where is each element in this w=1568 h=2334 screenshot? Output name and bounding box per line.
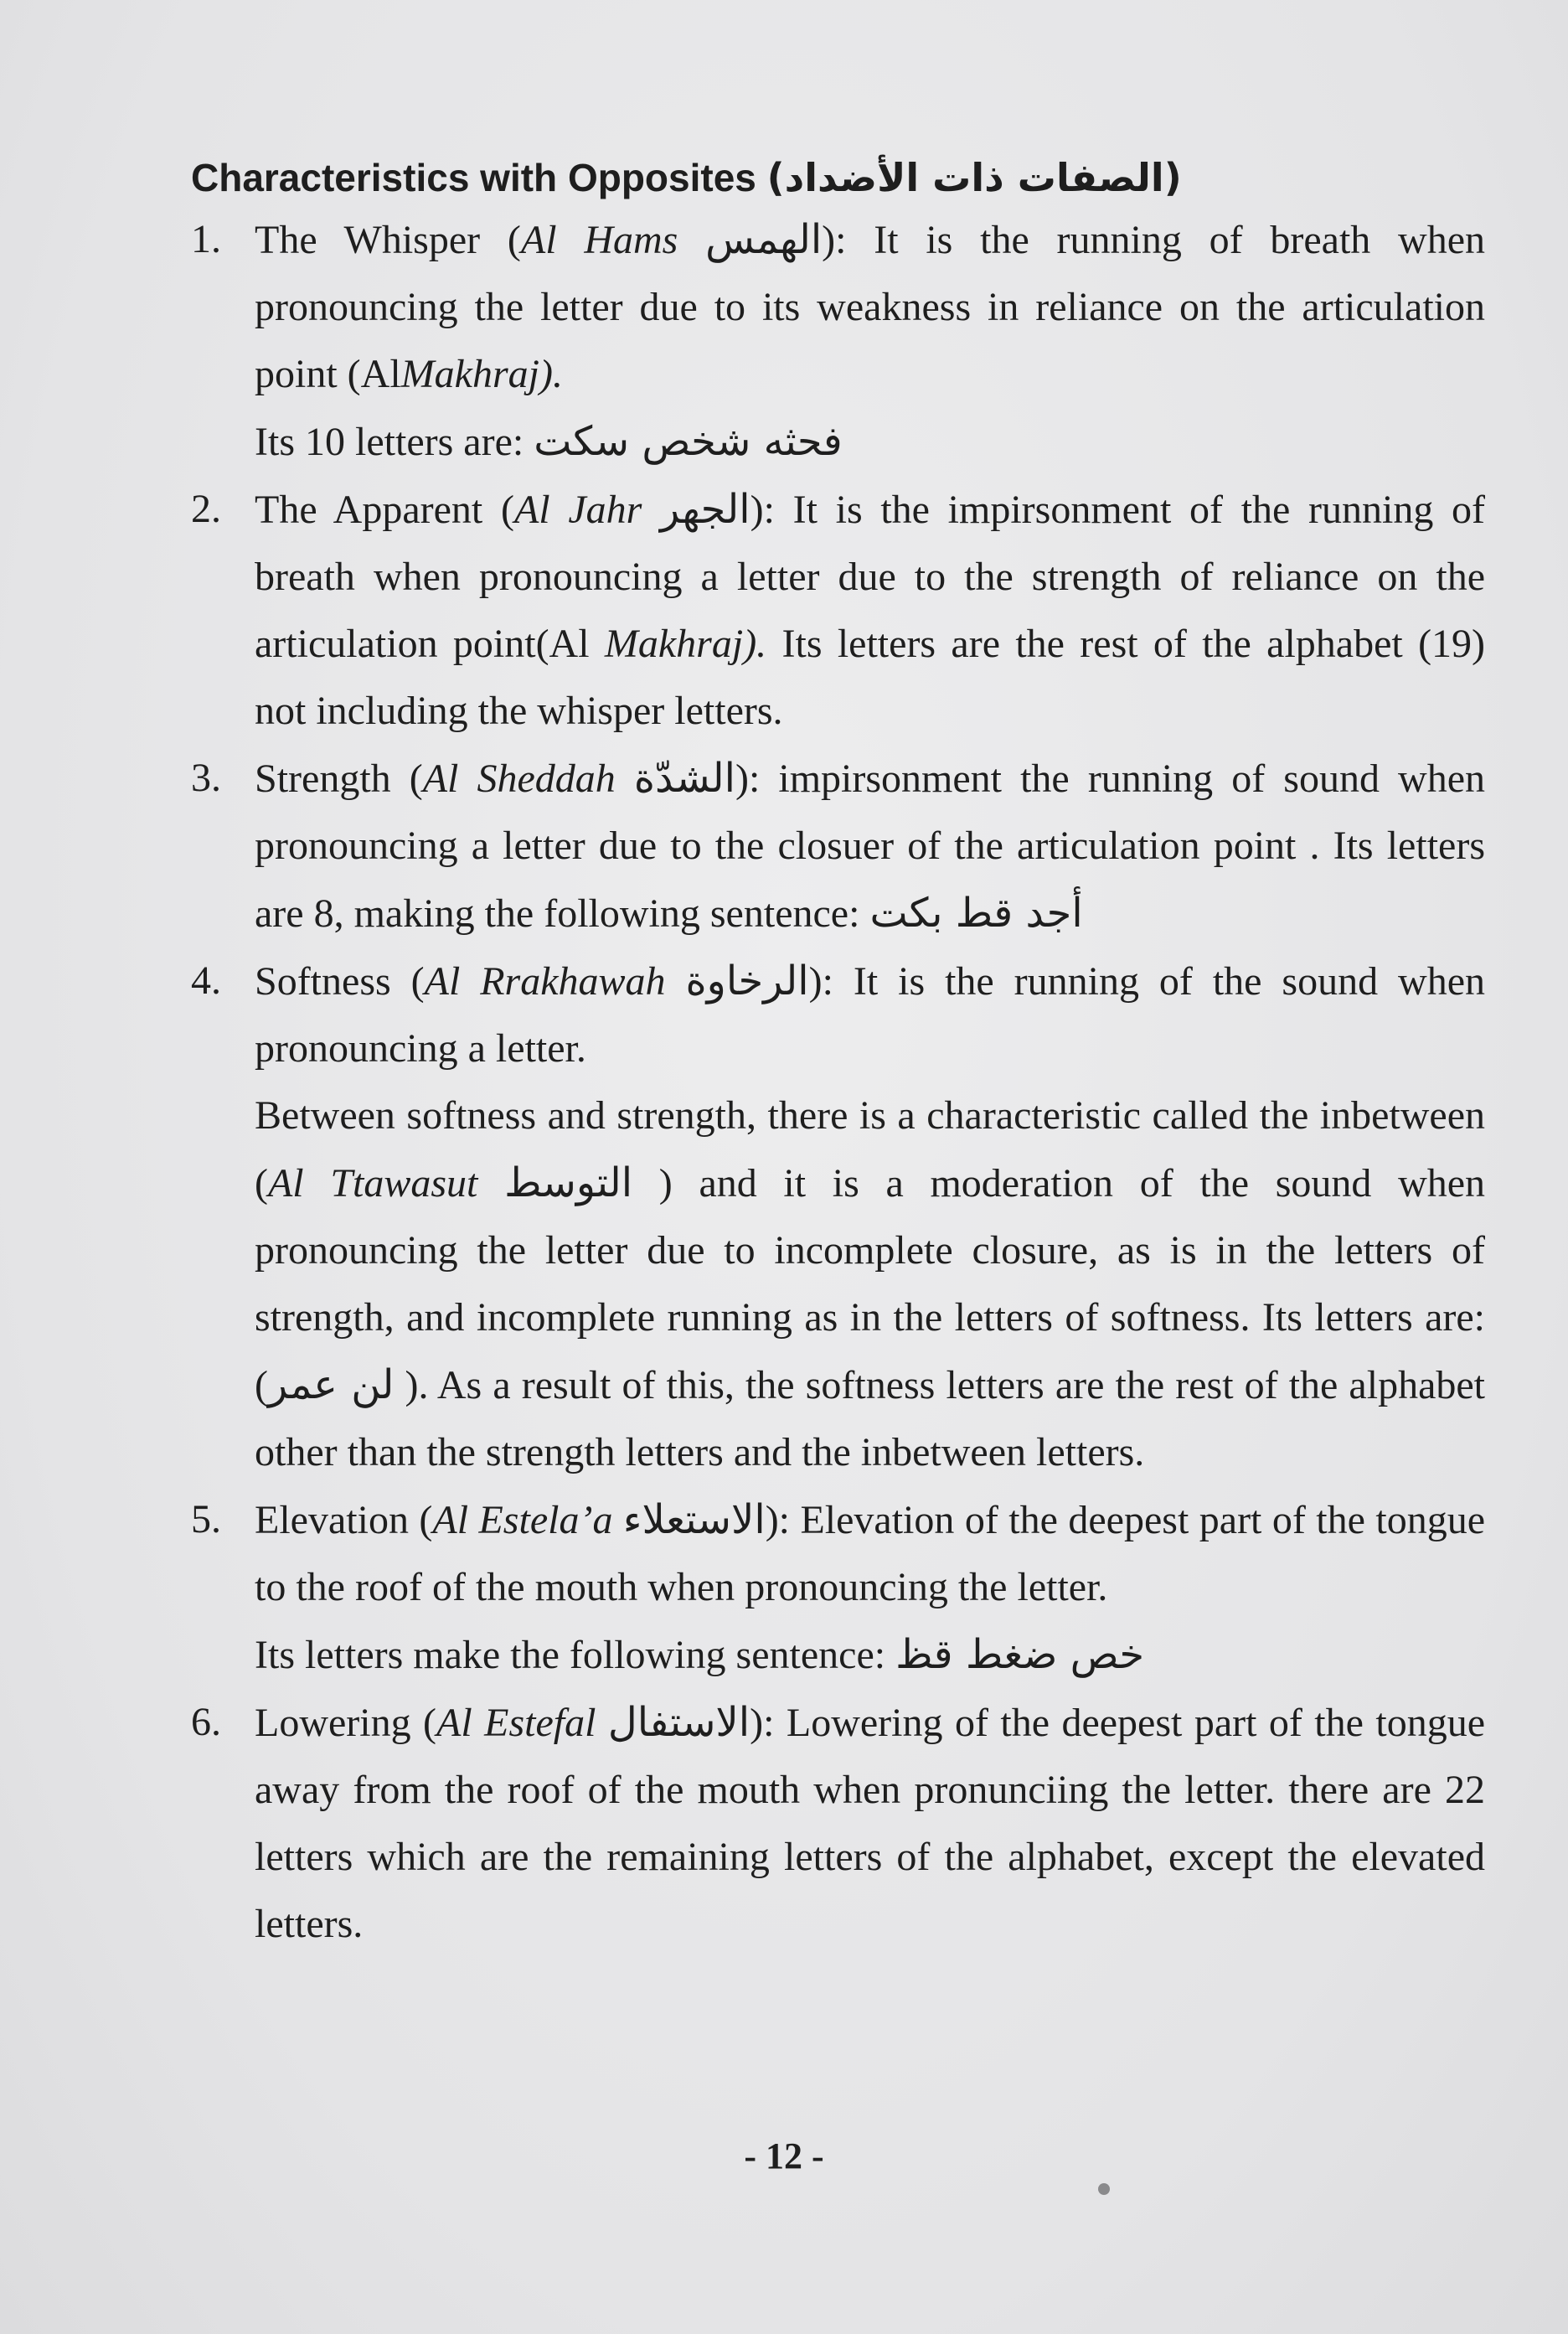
item-description: : It is the running of breath when pronouncing the letter due to its weakness in reliance on the articulation point (Al <box>255 218 1486 396</box>
letters-arabic: أجد قط بكت <box>869 890 1083 937</box>
letters-arabic: خص ضغط قظ <box>895 1631 1145 1678</box>
list-item-softness <box>191 948 1485 1486</box>
section-heading <box>191 149 1485 206</box>
item-description: : impirsonment the running of sound when pronouncing a letter due to the closuer of the articulation point . Its letters are 8, making the following sentence: <box>255 756 1485 936</box>
ink-speck <box>1098 2183 1110 2195</box>
item-arabic: الرخاوة <box>685 958 809 1004</box>
list-item-strength <box>191 745 1485 948</box>
item-transliteration: Al Estela’a <box>432 1498 613 1542</box>
item-makhraj: Makhraj). <box>604 622 767 666</box>
item-arabic: الجهر <box>660 486 750 533</box>
item-description: : Lowering of the deepest part of the tongue away from the roof of the mouth when pronunciing the letter. there are 22 letters which are the remaining letters of the alphabet, except the elevated letters. <box>255 1701 1486 1946</box>
heading-arabic: (الصفات ذات الأضداد) <box>766 155 1182 200</box>
item-description: : It is the running of the sound when pronouncing a letter. <box>255 959 1486 1071</box>
inbetween-description: and it is a moderation of the sound when pronouncing the letter due to incomplete closure, as is in the letters of strength, and incomplete running as in the letters of softness. Its letters are: <box>255 1161 1486 1340</box>
page-body <box>191 149 1485 1958</box>
item-text: Elevation (Al Estela’a الاستعلاء): Elevation of the deepest part of the tongue to the roof of the mouth when pronouncing the letter. <box>255 1496 1486 1609</box>
heading-text: Characteristics with Opposites <box>191 156 756 199</box>
item-transliteration: Al Estefal <box>436 1701 596 1745</box>
item-arabic: الشدّة <box>633 755 735 802</box>
list-item-lowering <box>191 1689 1485 1958</box>
item-text: Lowering (Al Estefal الاستفال): Lowering of the deepest part of the tongue away from the roof of the mouth when pronunciing the letter. there are 22 letters which are the remaining letters of the alphabet, except the elevated letters. <box>255 1699 1486 1946</box>
letters-label: Its letters make the following sentence: <box>255 1633 886 1677</box>
inbetween-conclusion: . As a result of this, the softness letters are the rest of the alphabet other than the strength letters and the inbetween letters. <box>255 1363 1486 1474</box>
item-term: The Apparent <box>255 488 483 532</box>
item-number: 1. <box>191 217 221 261</box>
page-number: - 12 - <box>744 2135 824 2177</box>
item-description: : It is the impirsonment of the running of breath when pronouncing a letter due to the strength of reliance on the articulation point(Al <box>255 488 1486 666</box>
item-makhraj: Makhraj). <box>400 352 563 396</box>
item-term: Elevation <box>255 1498 409 1542</box>
inbetween-letters: لن عمر <box>267 1361 395 1408</box>
item-text: Strength (Al Sheddah الشدّة): impirsonment the running of sound when pronouncing a letter due to the closuer of the articulation point . Its letters are 8, making the following sentence: أجد قط بكت <box>255 755 1485 937</box>
list-item-elevation <box>191 1486 1485 1689</box>
list-item-apparent <box>191 476 1485 745</box>
item-transliteration: Al Rrakhawah <box>424 959 666 1004</box>
item-term: Softness <box>255 959 391 1004</box>
item-number: 6. <box>191 1700 221 1744</box>
item-term: Strength <box>255 756 391 801</box>
item-term: Lowering <box>255 1701 411 1745</box>
item-number: 4. <box>191 958 221 1003</box>
item-text: The Whisper (Al Hams الهمس): It is the running of breath when pronouncing the letter due to its weakness in reliance on the articulation point (AlMakhraj). <box>255 216 1486 396</box>
inbetween-intro: Between softness and strength, there is a characteristic called the inbetween <box>255 1093 1485 1138</box>
item-description: : Elevation of the deepest part of the tongue to the roof of the mouth when pronouncing the letter. <box>255 1498 1486 1609</box>
item-arabic: الاستعلاء <box>622 1496 766 1543</box>
item-arabic: الاستفال <box>607 1699 750 1746</box>
item-text: The Apparent (Al Jahr الجهر): It is the impirsonment of the running of breath when pronouncing a letter due to the strength of reliance on the articulation point(Al Makhraj). Its letters are the rest of the alphabet (19) not including the whisper letters. <box>255 486 1486 733</box>
item-letters <box>255 1621 1485 1689</box>
letters-arabic: فحثه شخص سكت <box>534 418 843 465</box>
inbetween-arabic: التوسط <box>504 1159 633 1206</box>
item-inbetween: Between softness and strength, there is a characteristic called the inbetween (Al Ttawasut التوسط ) and it is a moderation of the sound when pronouncing the letter due to incomplete closure, as is in the letters of strength, and incomplete running as in the letters of softness. Its letters are: (لن عمر ). As a result of this, the softness letters are the rest of the alphabet other than the strength letters and the inbetween letters. <box>255 1093 1486 1474</box>
item-number: 2. <box>191 487 221 531</box>
item-tail: Its letters are the rest of the alphabet (19) not including the whisper letters. <box>255 622 1486 733</box>
item-term: The Whisper <box>255 218 481 262</box>
item-letters <box>255 408 1485 476</box>
item-transliteration: Al Hams <box>520 218 678 262</box>
item-number: 5. <box>191 1497 221 1541</box>
item-transliteration: Al Sheddah <box>422 756 616 801</box>
inbetween-transliteration: Al Ttawasut <box>267 1161 478 1206</box>
list-item-whisper <box>191 206 1485 476</box>
item-transliteration: Al Jahr <box>513 488 642 532</box>
item-arabic: الهمس <box>705 216 823 263</box>
item-text: Softness (Al Rrakhawah الرخاوة): It is the running of the sound when pronouncing a letter. <box>255 958 1486 1071</box>
item-number: 3. <box>191 756 221 800</box>
letters-label: Its 10 letters are: <box>255 420 524 464</box>
